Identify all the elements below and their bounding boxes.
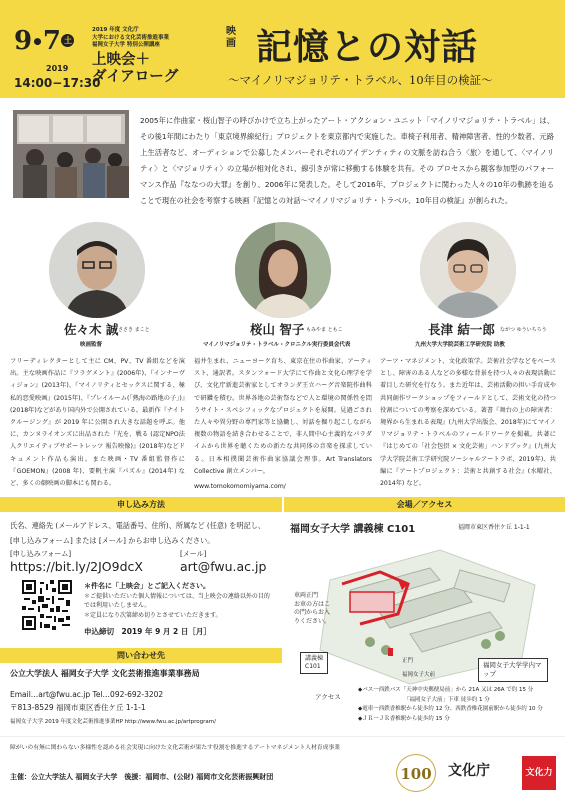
apply-heading: 申し込み方法	[0, 497, 282, 512]
map-gate: 車両正門	[294, 592, 319, 599]
speaker-name: 長津 結一郎	[428, 322, 495, 337]
map-building-label	[300, 652, 328, 674]
venue-address: 福岡市東区香住ケ丘 1-1-1	[458, 524, 530, 531]
access-train: ◆電車一西鉄香椎駅から徒歩約 12 分、西鉄香椎花園前駅から徒歩約 10 分	[358, 706, 543, 712]
contact-website[interactable]: 福岡女子大学 2019 年度文化芸術推進事業HP http://www.fwu.ac.jp/artprogram/	[10, 719, 216, 725]
venue-name: 福岡女子大学 講義棟 C101	[290, 524, 416, 535]
sponsor-logos	[396, 752, 561, 794]
event-type-line: 上映会＋	[92, 52, 150, 68]
org-line: 福岡女子大学 特別公開講座	[92, 42, 160, 48]
map-building: 講義棟	[305, 655, 324, 662]
speaker-role: 映画監督	[80, 342, 103, 348]
access-label: アクセス	[315, 693, 341, 701]
access-bus: ◆バス一西鉄バス「天神中央郵便局前」から 21A 又は 26A で約 15 分	[358, 687, 534, 693]
speaker-bio: フリーディレクターとして主に CM、PV、TV 番組などを演出。主な映画作品に『フラグメント』(2006年)、『インナーヴィジョン』(2013年)、『マイノリティとセックスに関する、極私的恋愛映画』(2015年)、『プレイルーム(「熱海の路地の子」)』(2018年)などがあり国内外で公開されている。最新作『ナイトクルージング』が 2019 年に公開され大きな話題を呼ぶ。他に、カンヌライオンズに出品された『光を、戦る (認定NPO法人クリエイティブサポートレッツ 報告映像)』(2018年)などドキュメント作品も演出。また映画・TV 番組監督作に『GOEMON』(2008 年)、要帆主演『パズル』(2014年) など、多くの劇映画の脚本にも関わる。	[10, 358, 185, 488]
film-label-char: 画	[226, 38, 236, 49]
weekday-badge: 土	[61, 34, 74, 47]
qr-code[interactable]	[22, 580, 72, 630]
film-subtitle: 〜マイノリマジョリテ・トラベル、10年目の検証〜	[228, 73, 493, 87]
map-room: C101	[305, 663, 321, 670]
bunkacho-logo: 文化庁	[448, 763, 490, 779]
apply-instructions: 氏名、連絡先 (メールアドレス、電話番号、住所)、所属など (任意) を明記し、[申し込みフォーム] または [メール] からお申し込みください。	[10, 521, 266, 545]
speaker-photo-sasaki	[49, 222, 145, 318]
speaker-website-link[interactable]: www.tomokomomiyama.com/	[194, 483, 286, 491]
bus-photo	[13, 110, 129, 198]
event-type-line: ダイアローグ	[92, 69, 179, 85]
campus-map	[290, 540, 558, 688]
form-link[interactable]: https://bit.ly/2JO9dcX	[10, 559, 143, 574]
access-info	[358, 686, 563, 724]
form-label: [申し込みフォーム]	[10, 550, 72, 558]
org-line: 大学における文化芸術推進事業	[92, 34, 170, 41]
note-item: ＊ご提供いただいた個人情報については、当上映会の連絡以外の目的では利用いたしません。	[84, 592, 270, 609]
bunkaryoku-logo: 文化力	[522, 756, 556, 790]
intro-text: 2005年に作曲家・桜山智子の呼びかけで立ち上がったアート・アクション・ユニット「マイノリマジョリテ・トラベル」は、その後1年間にわたり「東京境界線紀行」プロジェクトを東京都内で実施した。車椅子利用者、精神障害者、性的少数者、元路上生活者など、オーディションで公募したメンバーそれぞれのアイデンティティの文脈を訪ね合う〈旅〉を通して、〈マイノリティ〉と〈マジョリティ〉の立場が相対化され、線引きが常に移動する体験を共有。その プロセスから観客参加型のパフォーマンス作品『ななつの大罪』を創り、2006年に発表した。そして2016年、プロジェクトに関わった人々の10年の軌跡を辿ることで現在の社会を考察する映画『記憶との対話〜マイノリマジョリテ・トラベル、10年目の検証』が創られた。	[140, 116, 554, 205]
film-label-char: 映	[226, 26, 236, 37]
mail-label: [メール]	[180, 550, 207, 558]
contact-org: 公立大学法人 福岡女子大学 文化芸術推進事業事務局	[10, 669, 200, 678]
speaker-name: 桜山 智子	[250, 322, 305, 337]
event-time: 14:00−17:30	[14, 76, 101, 90]
map-gate-note: お車の方はこの門からお入りください。	[294, 600, 331, 625]
note-item: ＊定員になり次第締め切りとさせていただきます。	[84, 611, 222, 619]
event-date: 9•7 土	[14, 26, 74, 56]
map-title: 福岡女子大学学内マップ	[478, 658, 548, 682]
access-bus-note: 「福岡女子大前」下車 徒歩約 1 分	[404, 696, 490, 703]
map-bus-stop: 福岡女子大前	[402, 672, 436, 678]
event-type	[92, 52, 178, 86]
map-main-gate: 正門	[402, 658, 414, 664]
footer-organizers: 主催：公立大学法人 福岡女子大学 後援：福岡市、(公財) 福岡市文化芸術振興財団	[10, 773, 274, 781]
venue-heading: 会場／アクセス	[284, 497, 565, 512]
footer-program-note: 障がいの有無に関わらない多様性を認める社会実現に向けた文化芸術が果たす役割を推進するアートマネジメント人材育成事業	[10, 745, 341, 751]
speaker-role: 九州大学大学院芸術工学研究院 助教	[415, 342, 505, 348]
anniversary-logo: 100	[396, 754, 436, 792]
speaker-photo-nagatsu	[420, 222, 516, 318]
organizer-lines	[92, 27, 169, 50]
film-title: 記憶との対話	[256, 26, 479, 68]
map-gate-label	[294, 592, 334, 626]
film-label	[226, 26, 241, 50]
speaker-bio: アーツ・マネジメント、文化政策学。芸術社会学などをベースとし、障害のある人などの多様な背景を持つ人々の表現活動に着目した研究を行なう。また近年は、芸術活動の担い手育成や共同創作ワークショップをフィールドとして、芸術文化の持つ役割についての考察を深めている。著書『舞台の上の障害者：境界から生まれる表現』(九州大学出版会、2018年)にてマイノリマジョリテ・トラベルのフィールドワークを掲載。共著に『はじめての「社会包摂 × 文化芸術」ハンドブック』(九州大学大学院芸術工学研究院ソーシャルアートラボ、2019年)、共編に『アートプロジェクト：芸術と共創する社会』(水曜社、2014年) など。	[380, 358, 556, 488]
speaker-bio	[194, 356, 372, 493]
speaker-bio-text: 福井生まれ、ニューヨーク育ち、東京在住の作曲家、アーティスト、通訳者。スタンフォード大学にて作曲と文化心理学を学び、文化庁新進芸術家としてオランダ王立ハーグ音楽院作曲科で研鑽を積む。世界各地の芸術祭などで人と環境の関係性を問うサイト・スペシフィックなプロジェクトを展開。見過ごされた人々や異分野の専門家等と協働し、対話を掘り起こしながら複数の物語を結き合わせることで、非人間中心主義的なパラダイムから世界を聴くための新たな共同体の音楽を探求している。日本相撲聞芸術作曲家協議会理事。Art Translators Collective 創立メンバー。	[194, 358, 372, 475]
speaker-name: 佐々木 誠	[64, 322, 119, 337]
footer-divider	[0, 736, 565, 737]
contact-heading: 問い合わせ先	[0, 648, 282, 663]
contact-address: 〒813-8529 福岡市東区香住ケ丘 1-1-1	[10, 703, 146, 712]
speaker-ruby: ささき まこと	[118, 327, 150, 333]
speaker-role: マイノリマジョリテ・トラベル・クロニクル実行委員会代表	[203, 342, 351, 348]
contact-details	[10, 688, 163, 714]
org-line: 2019 年度 文化庁	[92, 27, 139, 33]
apply-deadline: 申込締切 2019 年 9 月 2 日［月］	[84, 627, 211, 636]
note-lead: ＊件名に「上映会」とご記入ください。	[84, 582, 210, 590]
date-month: 9	[14, 26, 32, 56]
speaker-photo-momiyama	[235, 222, 331, 318]
event-year: 2019	[46, 64, 69, 73]
speaker-ruby: もみやま ともこ	[306, 327, 343, 333]
speaker-ruby: ながつ ゆういちろう	[500, 327, 547, 333]
access-jr: ◆ＪＲ一ＪＲ香椎駅から徒歩約 15 分	[358, 715, 450, 722]
contact-email-tel: Email…art@fwu.ac.jp Tel…092-692-3202	[10, 690, 164, 699]
mail-link[interactable]: art@fwu.ac.jp	[180, 559, 267, 574]
apply-notes	[84, 582, 274, 620]
date-day: 7	[42, 26, 60, 56]
